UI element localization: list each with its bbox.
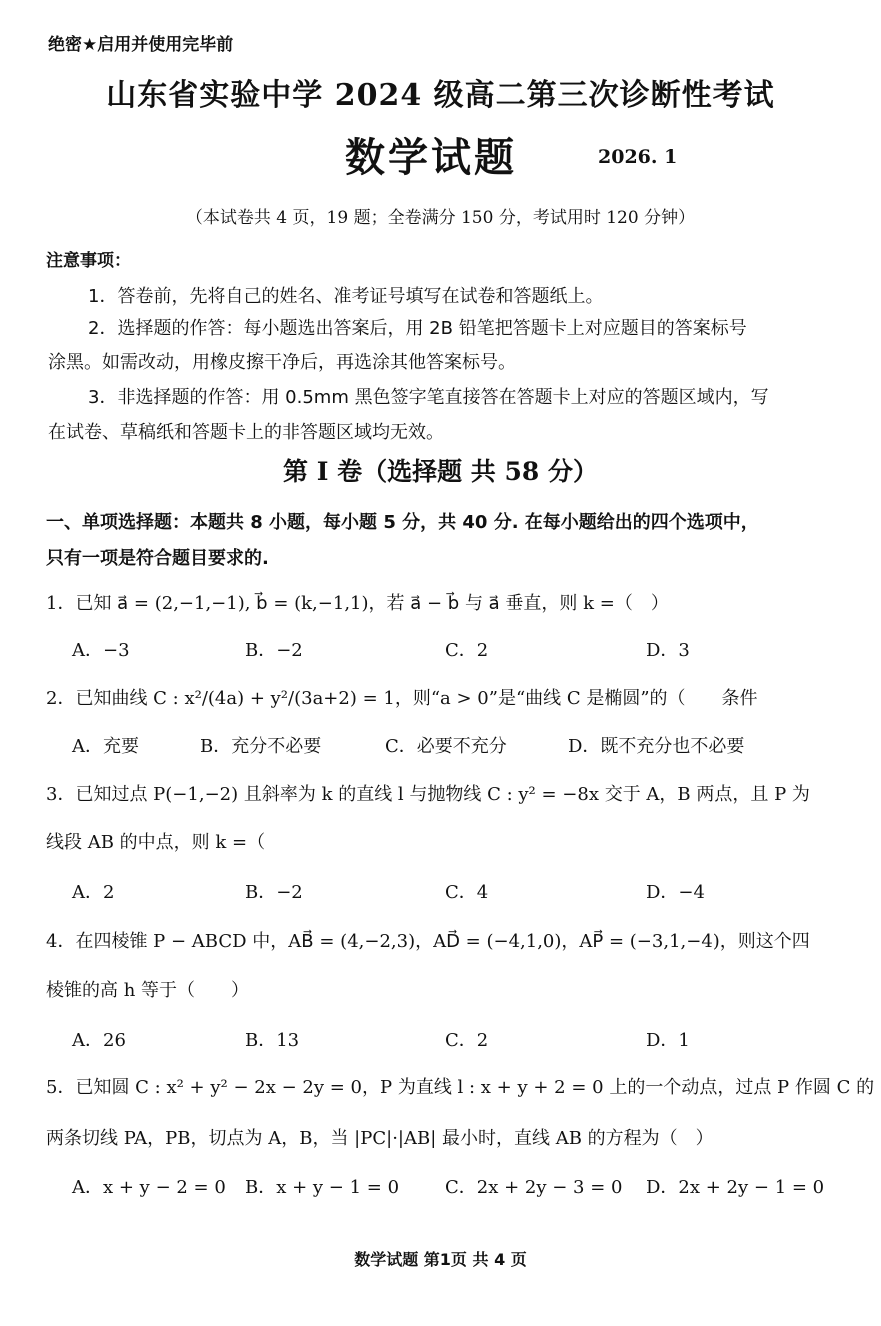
question-5-option-b: B．x + y − 1 = 0 xyxy=(245,1177,400,1198)
question-2-stem: 2．已知曲线 C : x²/(4a) + y²/(3a+2) = 1，则“a > 0”是“曲线 C 是椭圆”的（ 条件 xyxy=(46,688,758,709)
question-3-option-a: A．2 xyxy=(72,882,115,903)
question-5-stem-cont: 两条切线 PA，PB，切点为 A，B，当 |PC|·|AB| 最小时，直线 AB 的方程为（ ） xyxy=(46,1128,714,1149)
question-2-option-c: C．必要不充分 xyxy=(385,736,507,757)
part-title: 第 I 卷（选择题 共 58 分） xyxy=(282,457,598,486)
question-1-option-a: A．−3 xyxy=(72,640,130,661)
notice-line: 2．选择题的作答：每小题选出答案后，用 2B 铅笔把答题卡上对应题目的答案标号 xyxy=(88,318,747,339)
question-3-option-d: D．−4 xyxy=(646,882,705,903)
notice-title: 注意事项： xyxy=(46,251,131,271)
question-4-option-c: C．2 xyxy=(445,1030,489,1051)
question-1-stem: 1．已知 a⃗ = (2,−1,−1), b⃗ = (k,−1,1)，若 a⃗ − b⃗ 与 a⃗ 垂直，则 k =（ ） xyxy=(46,593,669,614)
section-heading: 只有一项是符合题目要求的. xyxy=(46,548,269,569)
question-2-option-d: D．既不充分也不必要 xyxy=(568,736,745,757)
confidential-mark: 绝密★启用并使用完毕前 xyxy=(48,35,234,55)
question-4-option-a: A．26 xyxy=(72,1030,126,1051)
page-footer: 数学试题 第1页 共 4 页 xyxy=(354,1250,527,1269)
question-2-option-a: A．充要 xyxy=(72,736,139,757)
question-3-stem-cont: 线段 AB 的中点，则 k =（ xyxy=(46,832,266,853)
exam-date: 2026. 1 xyxy=(598,146,678,168)
question-5-option-a: A．x + y − 2 = 0 xyxy=(72,1177,226,1198)
question-5-stem: 5．已知圆 C : x² + y² − 2x − 2y = 0，P 为直线 l : x + y + 2 = 0 上的一个动点，过点 P 作圆 C 的 xyxy=(46,1077,875,1098)
exam-school-title: 山东省实验中学 2024 级高二第三次诊断性考试 xyxy=(106,78,775,113)
subject-title: 数学试题 xyxy=(345,134,517,181)
question-3-option-b: B．−2 xyxy=(245,882,303,903)
notice-line: 涂黑。如需改动，用橡皮擦干净后，再选涂其他答案标号。 xyxy=(48,352,516,373)
question-1-option-b: B．−2 xyxy=(245,640,303,661)
question-2-option-b: B．充分不必要 xyxy=(200,736,322,757)
question-4-stem: 4．在四棱锥 P − ABCD 中，AB⃗ = (4,−2,3)，AD⃗ = (−4,1,0)，AP⃗ = (−3,1,−4)，则这个四 xyxy=(46,931,810,952)
question-4-stem-cont: 棱锥的高 h 等于（ ） xyxy=(46,980,250,1001)
question-3-option-c: C．4 xyxy=(445,882,489,903)
question-5-option-d: D．2x + 2y − 1 = 0 xyxy=(646,1177,825,1198)
question-5-option-c: C．2x + 2y − 3 = 0 xyxy=(445,1177,623,1198)
question-4-option-d: D．1 xyxy=(646,1030,690,1051)
section-heading: 一、单项选择题：本题共 8 小题，每小题 5 分，共 40 分. 在每小题给出的四个选项中， xyxy=(46,512,759,533)
notice-line: 1．答卷前，先将自己的姓名、准考证号填写在试卷和答题纸上。 xyxy=(88,286,604,307)
question-1-option-c: C．2 xyxy=(445,640,489,661)
question-4-option-b: B．13 xyxy=(245,1030,300,1051)
notice-line: 在试卷、草稿纸和答题卡上的非答题区域均无效。 xyxy=(48,422,444,443)
exam-info: （本试卷共 4 页，19 题；全卷满分 150 分，考试用时 120 分钟） xyxy=(185,208,696,228)
question-3-stem: 3．已知过点 P(−1,−2) 且斜率为 k 的直线 l 与抛物线 C : y² = −8x 交于 A，B 两点，且 P 为 xyxy=(46,784,810,805)
question-1-option-d: D．3 xyxy=(646,640,690,661)
notice-line: 3．非选择题的作答：用 0.5mm 黑色签字笔直接答在答题卡上对应的答题区域内，写 xyxy=(88,387,769,408)
